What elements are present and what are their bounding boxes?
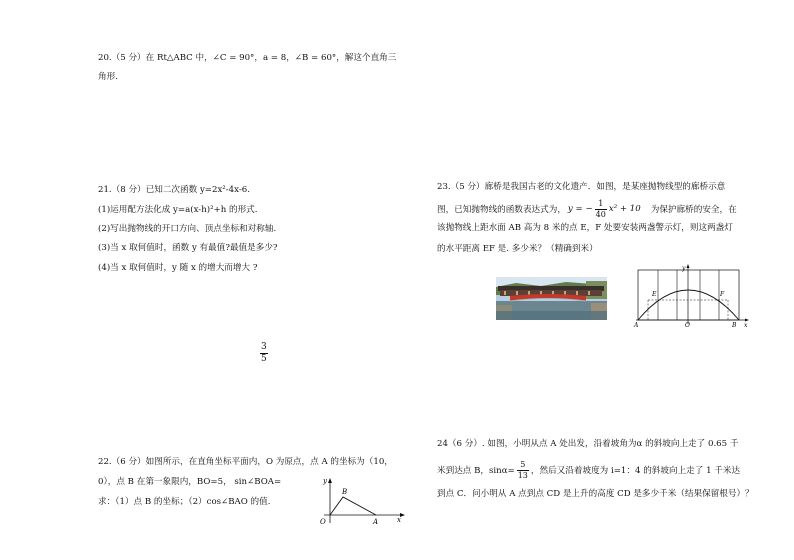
q23-label-x: x — [744, 322, 748, 329]
q24-fraction-numerator: 5 — [517, 460, 529, 471]
q21-part2: (2)写出抛物线的开口方向、顶点坐标和对称轴. — [98, 224, 277, 234]
q23-label-E: E — [652, 291, 657, 298]
q23-label-A: A — [634, 322, 639, 329]
q24-line3: 到点 C．问小明从 A 点到点 CD 是上升的高度 CD 是多少千米（结果保留根号）？ — [437, 489, 754, 499]
q23-parabola-figure — [628, 262, 753, 330]
q23-line2 — [437, 197, 737, 221]
q24-fraction-denominator: 13 — [517, 470, 528, 480]
q22-y-arrow — [328, 478, 332, 483]
q22-triangle — [330, 497, 376, 515]
q23-eq-tail: x² + 10 — [608, 204, 641, 214]
q23-label-F: F — [720, 291, 725, 298]
q22-label-B: B — [342, 488, 348, 496]
q23-eq-denominator: 40 — [595, 209, 606, 219]
q23-eq-numerator: 1 — [595, 199, 607, 210]
q22-line2: 0），点 B 在第一象限内，BO=5， sin∠BOA= — [98, 477, 282, 487]
stray-fraction — [260, 342, 268, 365]
q24-sin-fraction — [517, 460, 529, 481]
bridge-photo — [496, 277, 607, 320]
q23-line4: 的水平距离 EF 是. 多少米？（精确到米） — [437, 244, 598, 254]
q23-line2-end: 为保护廊桥的安全，在 — [650, 205, 737, 215]
q24-line2 — [437, 458, 740, 482]
q20-line2: 角形. — [98, 72, 118, 82]
q24-line1: 24（6 分）. 如图，小明从点 A 处出发，沿着坡角为α 的斜坡向上走了 0.65 千 — [437, 439, 739, 449]
stray-fraction-numerator: 3 — [261, 342, 267, 352]
q20-line1: 20.（5 分）在 Rt△ABC 中，∠C = 90°，a = 8，∠B = 60°，解这个直角三 — [98, 53, 397, 63]
q23-eq-lhs: y = − — [567, 204, 593, 214]
q22-line3: 求：（1）点 B 的坐标；（2）cos∠BAO 的值. — [98, 497, 271, 507]
q23-label-y: y — [682, 265, 686, 272]
q22-figure — [310, 475, 410, 530]
q22-label-O: O — [320, 518, 326, 526]
stray-fraction-denominator: 5 — [261, 354, 267, 364]
q22-line1: 22.（6 分）如图所示，在直角坐标平面内，O 为原点，点 A 的坐标为（10， — [98, 457, 393, 467]
q21-head: 21.（8 分）已知二次函数 y=2x²-4x-6. — [98, 185, 250, 195]
q23-label-O: O — [685, 322, 690, 329]
q24-line2-end: ，然后又沿着坡度为 i=1：4 的斜坡向上走了 1 千米达 — [530, 466, 741, 476]
q23-line3: 该抛物线上距水面 AB 高为 8 米的点 E，F 处要安装两盏警示灯，则这两盏灯 — [437, 223, 733, 233]
q23-line1: 23.（5 分）廊桥是我国古老的文化遗产．如图，是某座抛物线型的廊桥示意 — [437, 182, 726, 192]
q22-label-x: x — [397, 516, 401, 524]
q21-part1: (1)运用配方法化成 y=a(x-h)²+h 的形式. — [98, 205, 258, 215]
q23-eq-fraction — [595, 199, 607, 220]
q23-label-B: B — [732, 322, 737, 329]
q22-label-A: A — [373, 518, 379, 526]
q24-line2-start: 米到达点 B，sinα= — [437, 466, 515, 476]
q21-part4: (4)当 x 取何值时，y 随 x 的增大而增大 ? — [98, 263, 258, 273]
q21-part3: (3)当 x 取何值时，函数 y 有最值?最值是多少? — [98, 243, 278, 253]
q23-line2-start: 图，已知抛物线的函数表达式为， — [437, 205, 566, 215]
q22-label-y: y — [323, 477, 327, 485]
